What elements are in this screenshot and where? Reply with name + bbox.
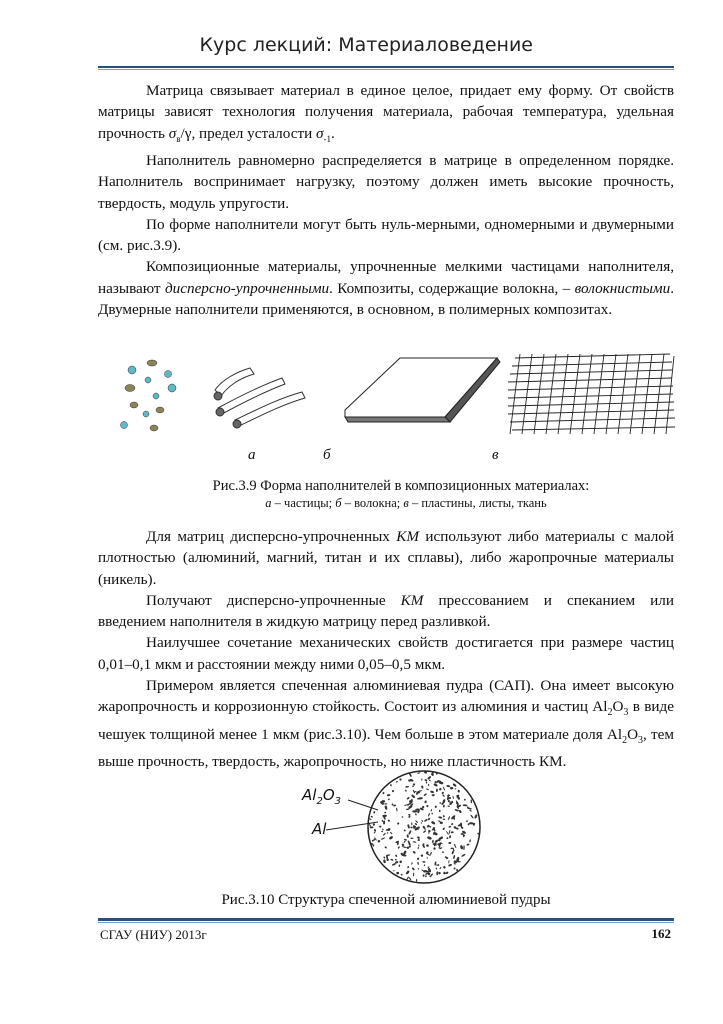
page-number: 162 bbox=[651, 926, 671, 941]
caption-legend: а – частицы; б – волокна; в – пластины, листы, ткань bbox=[265, 496, 547, 510]
figure-label-b: б bbox=[323, 447, 331, 463]
sap-particle bbox=[413, 873, 414, 877]
sap-particle bbox=[384, 803, 387, 804]
body-text-top bbox=[98, 80, 674, 320]
sap-particle bbox=[387, 832, 388, 834]
header-rule bbox=[98, 66, 674, 68]
fibers-drawing bbox=[214, 368, 305, 428]
footer-rule bbox=[98, 918, 674, 921]
paragraph-production: Получают дисперсно-упрочненные КМ прессованием и спеканием или введением наполнителя в жидкую матрицу перед разливкой. bbox=[98, 591, 675, 631]
paragraph-composites: Композиционные материалы, упрочненные мелкими частицами наполнителя, называют дисперсно-упрочненными. Композиты, содержащие волокна, – волокнистыми. Двумерные наполнители применяются, в основном, в полимерных композитах. bbox=[98, 258, 674, 318]
footer-rule-thin bbox=[98, 922, 674, 923]
particles-drawing bbox=[121, 360, 177, 431]
fabric-drawing bbox=[508, 354, 675, 434]
body-text-bottom bbox=[98, 526, 674, 772]
paragraph-filler: Наполнитель равномерно распределяется в матрице в определенном порядке. Наполнитель воспринимает нагрузку, поэтому должен иметь высокие прочность, твердость, модуль упругости. bbox=[98, 151, 674, 212]
page-header-title: Курс лекций: Материаловедение bbox=[199, 34, 533, 56]
header-rule-thin bbox=[98, 69, 674, 70]
caption-title: Рис.3.9 Форма наполнителей в композиционных материалах: bbox=[212, 478, 590, 494]
paragraph-matrix: Матрица связывает материал в единое целое, придает ему форму. От свойств матрицы зависят технология получения материала, рабочая температура, удельная прочность $\sigma_в/\gamma$, предел усталости $\sigma_{-1}$. bbox=[98, 82, 674, 144]
label-al2o3: $Al_2O_3$ bbox=[302, 786, 341, 807]
paragraph-filler-shapes: По форме наполнители могут быть нуль-мерными, одномерными и двумерными (см. рис.3.9). bbox=[98, 215, 674, 255]
figure-label-a: а bbox=[248, 447, 256, 463]
paragraph-matrices: Для матриц дисперсно-упрочненных КМ используют либо материалы с малой плотностью (алюминий, магний, титан и их сплавы), либо жаропрочные материалы (никель). bbox=[98, 528, 674, 588]
paragraph-particle-size: Наилучшее сочетание механических свойств достигается при размере частиц 0,01–0,1 мкм и расстоянии между ними 0,05–0,5 мкм. bbox=[98, 634, 674, 673]
figure-label-v: в bbox=[492, 447, 499, 463]
plate-drawing bbox=[345, 358, 500, 422]
figure-3-9-drawing bbox=[110, 350, 680, 445]
sap-particle bbox=[412, 810, 417, 812]
footer-institution: СГАУ (НИУ) 2013г bbox=[100, 927, 207, 942]
figure-3-10-caption: Рис.3.10 Структура спеченной алюминиевой пудры bbox=[221, 892, 551, 908]
figure-3-9-caption bbox=[98, 478, 674, 511]
sap-particle bbox=[396, 872, 399, 874]
label-al: Al bbox=[312, 820, 327, 838]
paragraph-sap: Примером является спеченная алюминиевая пудра (САП). Она имеет высокую жаропрочность и коррозионную стойкость. Состоит из алюминия и частиц $Al_2O_3$ в виде чешуек толщиной менее 1 мкм (рис.3.10). Чем больше в этом материале доля $Al_2O_3$, тем выше прочность, твердость, жаропрочность, но ниже пластичность КМ. bbox=[98, 677, 674, 771]
